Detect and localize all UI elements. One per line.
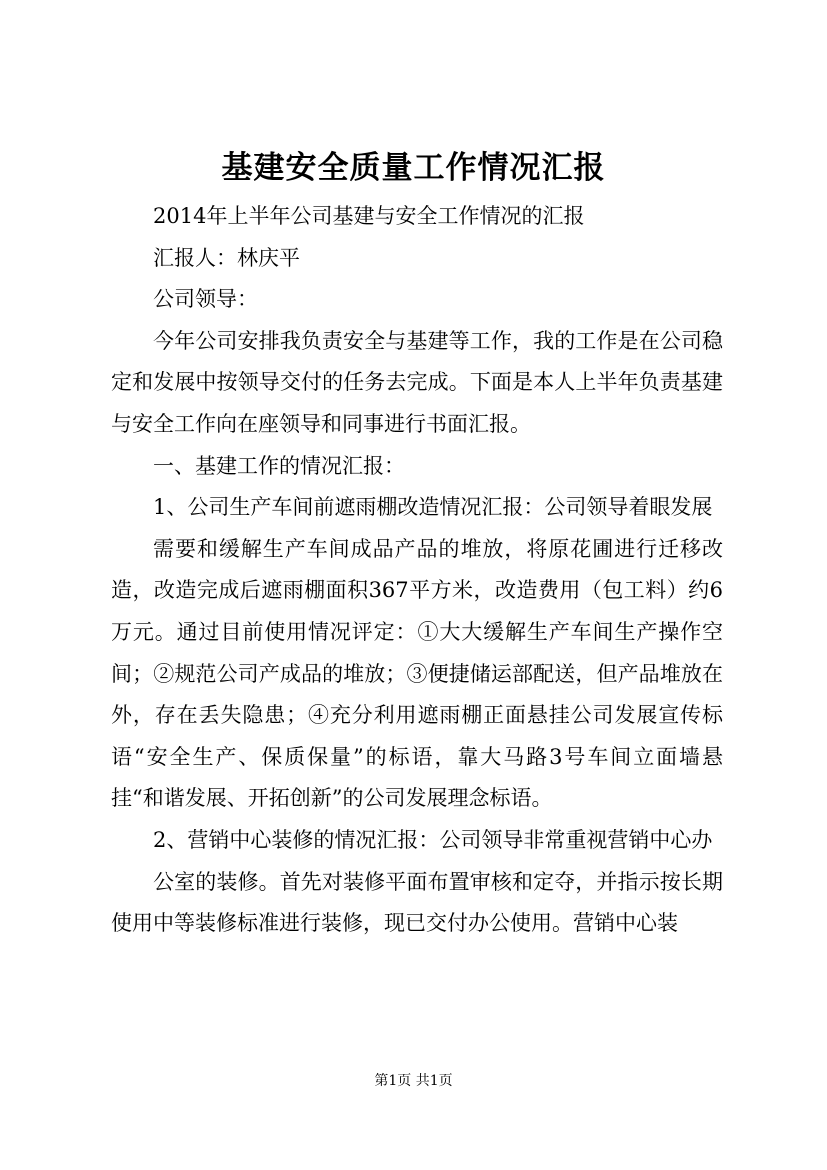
page-footer: 第1页 共1页 — [374, 1073, 453, 1089]
report-subtitle: 2014年上半年公司基建与安全工作情况的汇报 — [153, 204, 585, 228]
document-title: 基建安全质量工作情况汇报 — [221, 150, 606, 186]
reporter-line: 汇报人：林庆平 — [153, 245, 300, 270]
item-2-heading: 2、营销中心装修的情况汇报：公司领导非常重视营销中心办 — [153, 827, 713, 852]
section-heading: 一、基建工作的情况汇报： — [153, 453, 405, 478]
intro-paragraph: 今年公司安排我负责安全与基建等工作，我的工作是在公司稳定和发展中按领导交付的任务去完成。下面是本人上半年负责基建与安全工作向在座领导和同事进行书面汇报。 — [111, 328, 723, 436]
salutation: 公司领导： — [153, 287, 258, 312]
item-1-paragraph: 需要和缓解生产车间成品产品的堆放，将原花圃进行迁移改造，改造完成后遮雨棚面积367平方米，改造费用（包工料）约6万元。通过目前使用情况评定：①大大缓解生产车间生产操作空间；②规范公司产成品的堆放；③便捷储运部配送，但产品堆放在外，存在丢失隐患；④充分利用遮雨棚正面悬挂公司发展宣传标语“安全生产、保质保量”的标语，靠大马路3号车间立面墙悬挂“和谐发展、开拓创新”的公司发展理念标语。 — [111, 536, 723, 811]
item-2-paragraph: 公室的装修。首先对装修平面布置审核和定夺，并指示按长期使用中等装修标准进行装修，现已交付办公使用。营销中心装 — [111, 869, 723, 936]
item-1-heading: 1、公司生产车间前遮雨棚改造情况汇报：公司领导着眼发展 — [153, 495, 713, 520]
document-body — [111, 196, 723, 945]
